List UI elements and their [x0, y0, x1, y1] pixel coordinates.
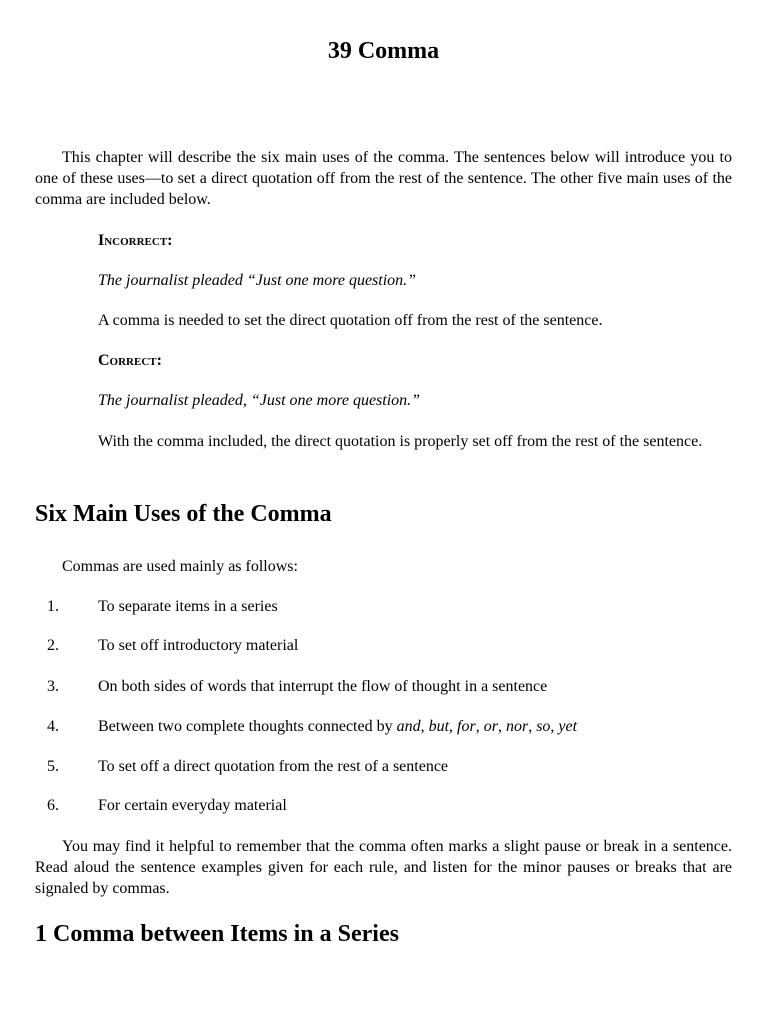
list-item-text: To set off a direct quotation from the rest of a sentence — [98, 758, 449, 775]
chapter-title: 39 Comma — [327, 38, 440, 64]
conjunction-so: so — [536, 718, 551, 735]
list-item-number: 5. — [47, 758, 59, 775]
six-uses-closing: You may find it helpful to remember that the comma often marks a slight pause or break in a sentence. Read aloud the sentence examples given for each rule, and listen for the minor pauses or breaks that are signaled by commas. — [35, 838, 732, 897]
list-item-text: For certain everyday material — [98, 797, 287, 814]
list-item — [35, 795, 732, 816]
correct-label: Correct: — [98, 352, 162, 369]
incorrect-note: A comma is needed to set the direct quotation off from the rest of the sentence. — [98, 312, 603, 329]
list-item-text: To set off introductory material — [98, 637, 299, 654]
six-uses-heading: Six Main Uses of the Comma — [35, 501, 332, 527]
list-item-number: 3. — [47, 678, 59, 695]
section-one-heading: 1 Comma between Items in a Series — [35, 921, 399, 947]
list-item — [35, 635, 732, 656]
list-item — [35, 676, 732, 697]
conjunction-for: for — [457, 718, 476, 735]
list-item-text: On both sides of words that interrupt the flow of thought in a sentence — [98, 678, 548, 695]
list-item — [35, 756, 732, 777]
list-item-number: 2. — [47, 637, 59, 654]
list-item-number: 1. — [47, 598, 59, 615]
conjunction-and: and — [396, 718, 421, 735]
six-uses-lead: Commas are used mainly as follows: — [62, 558, 298, 575]
conjunction-but: but — [428, 718, 450, 735]
correct-sentence: The journalist pleaded, “Just one more question.” — [98, 392, 421, 409]
intro-paragraph: This chapter will describe the six main uses of the comma. The sentences below will introduce you to one of these uses—to set a direct quotation off from the rest of the sentence. The other five main uses of the comma are included below. — [35, 149, 732, 208]
list-item — [35, 716, 732, 737]
conjunction-or: or — [483, 718, 498, 735]
correct-note: With the comma included, the direct quotation is properly set off from the rest of the sentence. — [98, 433, 703, 450]
list-item — [35, 596, 732, 617]
list-item-number: 4. — [47, 718, 59, 735]
conjunction-yet: yet — [558, 718, 578, 735]
incorrect-label: Incorrect: — [98, 232, 173, 249]
list-item-number: 6. — [47, 797, 59, 814]
list-item-text: To separate items in a series — [98, 598, 278, 615]
conjunction-nor: nor — [505, 718, 529, 735]
list-item-text-prefix: Between two complete thoughts connected by — [98, 718, 397, 735]
incorrect-sentence: The journalist pleaded “Just one more question.” — [98, 272, 417, 289]
list-item-text: Between two complete thoughts connected by and, but, for, or, nor, so, yet — [98, 718, 578, 735]
